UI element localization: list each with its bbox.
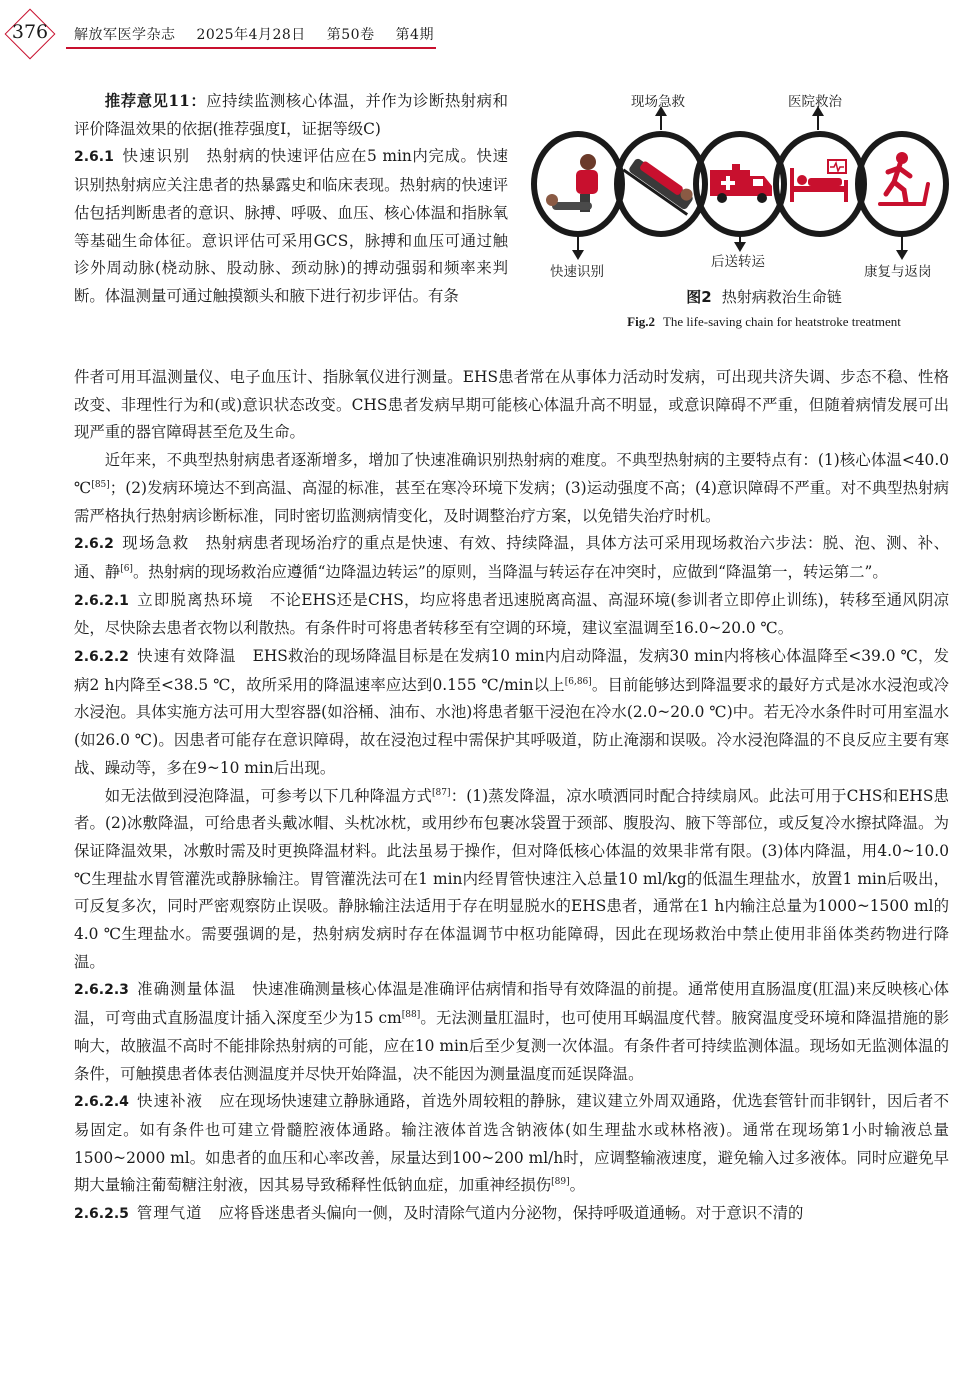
left-column (74, 88, 508, 311)
section-2-6-2-2 (74, 643, 949, 783)
section-title: 快速补液 (136, 1092, 204, 1111)
section-title: 立即脱离热环境 (136, 590, 254, 609)
section-number: 2.6.2.4 (74, 1094, 129, 1111)
label-on-site-first-aid: 现场急救 (631, 94, 685, 110)
label-evacuation-transfer: 后送转运 (711, 254, 765, 270)
citation: [87] (432, 787, 451, 798)
volume: 第50卷 (326, 27, 375, 43)
text: ：(1)蒸发降温，凉水喷洒同时配合持续扇风。此法可用于CHS和EHS患者。(2)冰敷降温，可给患者头戴冰帽、头枕冰枕，或用纱布包裹冰袋置于颈部、腹股沟、腋下等部位，或反复冷水擦拭降温。为保证降温效果，冰敷时需及时更换降温材料。此法虽易于操作，但对降低核心体温的效果非常有限。(3)体内降温，用4.0~10.0 ℃生理盐水胃管灌洗或静脉输注。胃管灌洗法可在1 min内经胃管快速注入总量10 ml/kg的低温生理盐水，放置1 min后吸出，可反复多次，同时严密观察防止误吸。静脉输注法适用于存在明显脱水的EHS患者，通常在1 h内输注总量为1000~1500 ml的4.0 ℃生理盐水。需要强调的是，热射病发病时存在体温调节中枢功能障碍，因此在现场救治中禁止使用非甾体类药物进行降温。 (74, 786, 949, 971)
hospital-bed-icon (790, 160, 848, 202)
header-rule (66, 47, 436, 49)
section-number: 2.6.2.2 (74, 649, 129, 666)
text: 应将昏迷患者头偏向一侧，及时清除气道内分泌物，保持呼吸道通畅。对于意识不清的 (218, 1204, 804, 1223)
issue: 第4期 (395, 27, 434, 43)
paragraph-atypical (74, 447, 949, 530)
citation: [85] (91, 479, 110, 490)
section-number: 2.6.2.1 (74, 592, 129, 609)
citation: [6,86] (564, 676, 592, 687)
section-2-6-2 (74, 530, 949, 586)
section-2-6-2-3 (74, 976, 949, 1088)
section-number: 2.6.1 (74, 149, 114, 166)
figure-caption-cn-label: 图2 (686, 288, 712, 306)
section-2-6-2-4 (74, 1088, 949, 1200)
text: 。热射病的现场救治应遵循“边降温边转运”的原则，当降温与转运存在冲突时，应做到“降温第一，转运第二”。 (132, 562, 888, 581)
section-title: 准确测量体温 (136, 980, 237, 999)
section-title: 快速识别 (121, 147, 191, 166)
section-2-6-1 (74, 143, 508, 310)
text: 热射病患者现场治疗的重点是快速、有效、持续降温，具体方法可采用现场救治六步法：脱、泡、测、补、通、静 (74, 534, 949, 581)
text: 。无法测量肛温时，也可使用耳蜗温度代替。腋窝温度受环境和降温措施的影响大，故腋温不高时不能排除热射病的可能，应在10 min后至少复测一次体温。有条件者可持续监测体温。现场如无监测体温的条件，可触摸患者体表估测温度并尽快开始降温，决不能因为测量温度而延误降温。 (74, 1009, 949, 1083)
section-title: 管理气道 (136, 1204, 203, 1223)
section-title: 现场急救 (121, 534, 190, 553)
section-number: 2.6.2.5 (74, 1206, 129, 1223)
page-number: 376 (11, 21, 49, 43)
section-title: 快速有效降温 (136, 647, 237, 666)
text: 不论EHS还是CHS，均应将患者迅速脱离高温、高湿环境(参训者立即停止训练)，转移至通风阴凉处，尽快除去患者衣物以利散热。有条件时可将患者转移至有空调的环境，建议室温调至16.0~20.0 ℃。 (74, 590, 949, 638)
section-number: 2.6.2.3 (74, 982, 129, 999)
citation: [89] (551, 1177, 570, 1188)
runner-treadmill-icon (880, 152, 928, 204)
section-2-6-2-5 (74, 1200, 949, 1229)
paragraph-alternative-cooling (74, 783, 949, 977)
figure-caption-en-text: The life-saving chain for heatstroke treatment (662, 314, 901, 329)
label-rapid-identification: 快速识别 (550, 264, 604, 280)
ambulance-icon (710, 164, 772, 203)
label-hospital-treatment: 医院救治 (788, 94, 842, 110)
figure-caption-cn (530, 286, 956, 307)
text: EHS救治的现场降温目标是在发病10 min内启动降温，发病30 min内将核心体温降至<39.0 ℃，发病2 h内降至<38.5 ℃，故所采用的降温速率应达到0.155 ℃/min以上 (74, 647, 949, 694)
issue-date: 2025年4月28日 (196, 27, 306, 43)
running-header (74, 24, 450, 44)
text: 应在现场快速建立静脉通路，首选外周较粗的静脉，建议建立外周双通路，优选套管针而非钢针，因后者不易固定。如有条件也可建立骨髓腔液体通路。输注液体首选含钠液体(如生理盐水或林格液)。通常在现场第1小时输液总量1500~2000 ml。如患者的血压和心率改善，尿量达到100~200 ml/h时，应调整输液速度，避免输入过多液体。同时应避免早期大量输注葡萄糖注射液，因其易导致稀释性低钠血症，加重神经损伤 (74, 1092, 949, 1195)
text: 。目前能够达到降温要求的最好方式是冰水浸泡或冷水浸泡。具体实施方法可用大型容器(如浴桶、油布、水池)将患者躯干浸泡在冷水(2.0~20.0 ℃)中。若无冷水条件时可用室温水(如26.0 ℃)。因患者可能存在意识障碍，故在浸泡过程中需保护其呼吸道，防止淹溺和误吸。冷水浸泡降温的不良反应主要有寒战、躁动等，多在9~10 min后出现。 (74, 675, 949, 777)
figure-caption-en (530, 314, 956, 330)
stretcher-patient-icon (623, 152, 700, 215)
first-aid-person-icon (546, 154, 598, 212)
recommendation-11 (74, 88, 508, 143)
text: ；(2)发病环境达不到高温、高湿的标准，甚至在寒冷环境下发病；(3)运动强度不高；(4)意识障碍不严重。对不典型热射病需严格执行热射病诊断标准，同时密切监测病情变化，及时调整治疗方案，以免错失治疗时机。 (74, 478, 950, 525)
text: 。 (569, 1176, 586, 1195)
figure-caption-en-label: Fig.2 (627, 314, 655, 329)
recommendation-11-label: 推荐意见11： (104, 92, 207, 110)
figure-caption-cn-text: 热射病救治生命链 (721, 288, 842, 306)
label-rehabilitation-return: 康复与返岗 (864, 264, 932, 280)
text: 如无法做到浸泡降温，可参考以下几种降温方式 (104, 786, 433, 805)
journal-name: 解放军医学杂志 (74, 27, 176, 43)
citation: [88] (401, 1010, 421, 1021)
page-number-badge (4, 8, 56, 60)
recommendation-11-text: 应持续监测核心体温，并作为诊断热射病和评价降温效果的依据(推荐强度Ⅰ，证据等级C) (74, 92, 508, 138)
full-width-body (74, 364, 949, 1229)
section-2-6-2-1 (74, 587, 949, 643)
text: 快速准确测量核心体温是准确评估病情和指导有效降温的前提。通常使用直肠温度(肛温)来反映核心体温，可弯曲式直肠温度计插入深度至少为15 cm (74, 980, 949, 1028)
text: 近年来，不典型热射病患者逐渐增多，增加了快速准确识别热射病的难度。不典型热射病的主要特点有：(1)核心体温<40.0 ℃ (74, 451, 949, 497)
citation: [6] (120, 563, 133, 574)
section-number: 2.6.2 (74, 536, 114, 553)
figure-2-life-saving-chain (530, 84, 950, 344)
section-text: 热射病的快速评估应在5 min内完成。快速识别热射病应关注患者的热暴露史和临床表现。热射病的快速评估包括判断患者的意识、脉搏、呼吸、血压、核心体温和指脉氧等基础生命体征。意识评估可采用GCS，脉搏和血压可通过触诊外周动脉(桡动脉、股动脉、颈动脉)的搏动强弱和频率来判断。体温测量可通过触摸额头和腋下进行初步评估。有条 (74, 147, 508, 305)
paragraph-continued: 件者可用耳温测量仪、电子血压计、指脉氧仪进行测量。EHS患者常在从事体力活动时发病，可出现共济失调、步态不稳、性格改变、非理性行为和(或)意识状态改变。CHS患者发病早期可能核心体温升高不明显，或意识障碍不严重，但随着病情发展可出现严重的器官障碍甚至危及生命。 (74, 368, 949, 442)
